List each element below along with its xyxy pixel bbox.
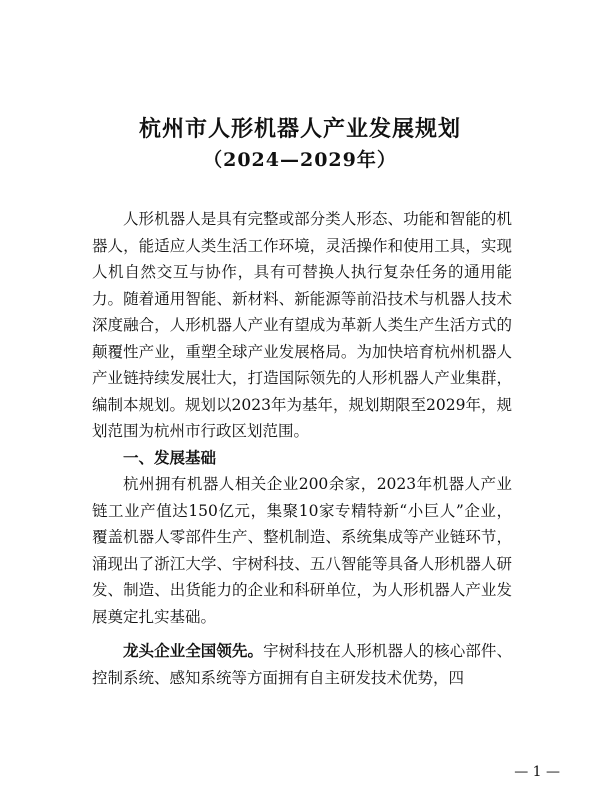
paragraph-lead: 龙头企业全国领先。 <box>123 641 264 660</box>
document-title: 杭州市人形机器人产业发展规划 <box>138 116 461 142</box>
paragraph-text: 宇树科技在人形机器人的核心部件、控制系统、感知系统等方面拥有自主研发技术优势，四 <box>92 642 512 687</box>
document-subtitle: （2024—2029年） <box>203 149 397 171</box>
document-body <box>92 206 512 691</box>
section-paragraph: 杭州拥有机器人相关企业200余家，2023年机器人产业链工业产值达150亿元，集聚10家专精特新“小巨人”企业，覆盖机器人零部件生产、整机制造、系统集成等产业链环节，涌现出了浙江大学、宇树科技、五八智能等具备人形机器人研发、制造、出货能力的企业和科研单位，为人形机器人产业发展奠定扎实基础。 <box>92 475 512 626</box>
section-heading: 一、发展基础 <box>123 448 217 467</box>
page-number: — 1 — <box>514 764 560 780</box>
lead-paragraph <box>92 638 512 691</box>
intro-paragraph: 人形机器人是具有完整或部分类人形态、功能和智能的机器人，能适应人类生活工作环境，灵活操作和使用工具，实现人机自然交互与协作，具有可替换人执行复杂任务的通用能力。随着通用智能、新材料、新能源等前沿技术与机器人技术深度融合，人形机器人产业有望成为革新人类生产生活方式的颠覆性产业，重塑全球产业发展格局。为加快培育杭州机器人产业链持续发展壮大，打造国际领先的人形机器人产业集群，编制本规划。规划以2023年为基年，规划期限至2029年，规划范围为杭州市行政区划范围。 <box>92 210 512 440</box>
